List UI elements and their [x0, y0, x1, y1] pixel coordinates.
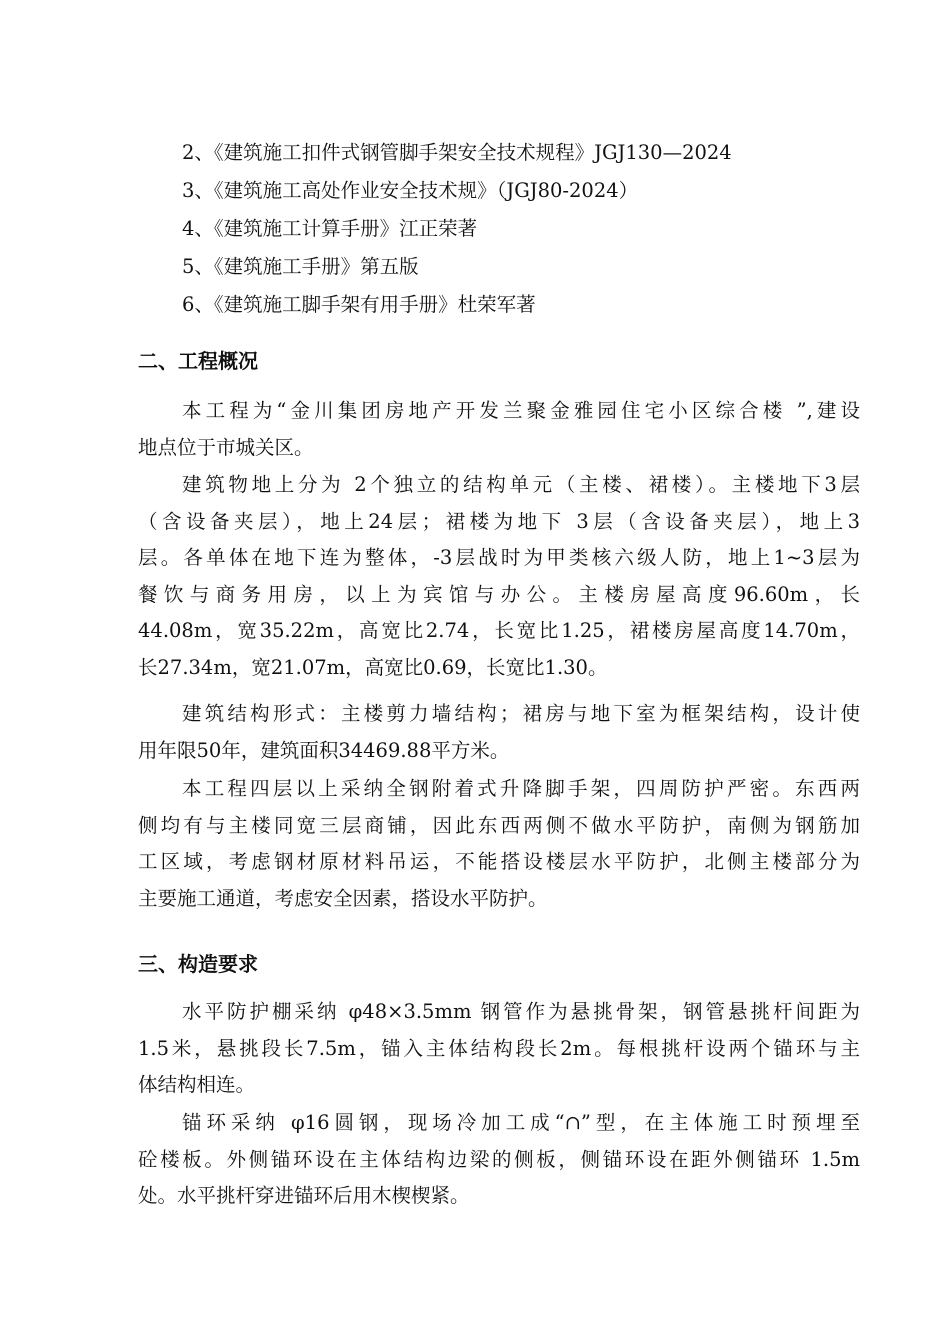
text-line: 地点位于市城关区。 — [138, 435, 314, 459]
text-line: 工区域，考虑钢材原材料吊运，不能搭设楼层水平防护，北侧主楼部分为 — [138, 850, 860, 873]
paragraph-structure-form — [138, 696, 860, 769]
section-heading-construction-requirements: 三、构造要求 — [138, 952, 258, 976]
reference-item: 4、《建筑施工计算手册》江正荣著 — [182, 217, 478, 240]
text-line: 44.08m，宽35.22m，高宽比2.74，长宽比1.25，裙楼房屋高度14.70m， — [138, 619, 860, 642]
reference-item: 6、《建筑施工脚手架有用手册》杜荣军著 — [182, 293, 536, 316]
text-line: （含设备夹层），地上24层；裙楼为地下 3层（含设备夹层），地上3 — [138, 509, 860, 533]
text-line: 体结构相连。 — [138, 1073, 256, 1096]
text-line: 餐饮与商务用房，以上为宾馆与办公。主楼房屋高度96.60m，长 — [138, 582, 860, 606]
text-line: 建筑结构形式：主楼剪力墙结构；裙房与地下室为框架结构，设计使 — [182, 702, 860, 725]
text-line: 用年限50年，建筑面积34469.88平方米。 — [138, 738, 510, 762]
paragraph-building-units — [138, 467, 860, 686]
text-line: 层。各单体在地下连为整体，-3层战时为甲类核六级人防，地上1~3层为 — [138, 546, 860, 569]
paragraph-scaffold-protection — [138, 771, 860, 917]
text-line: 处。水平挑杆穿进锚环后用木楔楔紧。 — [138, 1184, 470, 1207]
text-line: 侧均有与主楼同宽三层商铺，因此东西两侧不做水平防护，南侧为钢筋加 — [138, 813, 860, 837]
text-line: 建筑物地上分为 2个独立的结构单元（主楼、裙楼）。主楼地下3层 — [182, 473, 860, 496]
text-line: 主要施工通道，考虑安全因素，搭设水平防护。 — [138, 886, 548, 910]
text-line: 本工程为“金川集团房地产开发兰聚金雅园住宅小区综合楼 ”,建设 — [182, 399, 860, 422]
text-line: 锚环采纳 φ16圆钢，现场冷加工成“∩”型，在主体施工时预埋至 — [182, 1111, 860, 1134]
reference-item: 2、《建筑施工扣件式钢管脚手架安全技术规程》JGJ130—2024 — [182, 141, 732, 164]
text-line: 本工程四层以上采纳全钢附着式升降脚手架，四周防护严密。东西两 — [182, 777, 860, 800]
text-line: 1.5米，悬挑段长7.5m，锚入主体结构段长2m。每根挑杆设两个锚环与主 — [138, 1036, 860, 1060]
paragraph-project-name — [138, 393, 860, 466]
reference-item: 5、《建筑施工手册》第五版 — [182, 255, 419, 278]
paragraph-anchor-ring — [138, 1105, 860, 1215]
text-line: 长27.34m，宽21.07m，高宽比0.69，长宽比1.30。 — [138, 655, 608, 679]
reference-list — [182, 134, 732, 324]
reference-item: 3、《建筑施工高处作业安全技术规》（JGJ80-2024） — [182, 179, 639, 202]
text-line: 水平防护棚采纳 φ48×3.5mm 钢管作为悬挑骨架，钢管悬挑杆间距为 — [182, 1000, 860, 1023]
section-heading-project-overview: 二、工程概况 — [138, 349, 258, 373]
paragraph-protection-shed — [138, 994, 860, 1104]
text-line: 砼楼板。外侧锚环设在主体结构边梁的侧板，侧锚环设在距外侧锚环 1.5m — [138, 1147, 860, 1171]
